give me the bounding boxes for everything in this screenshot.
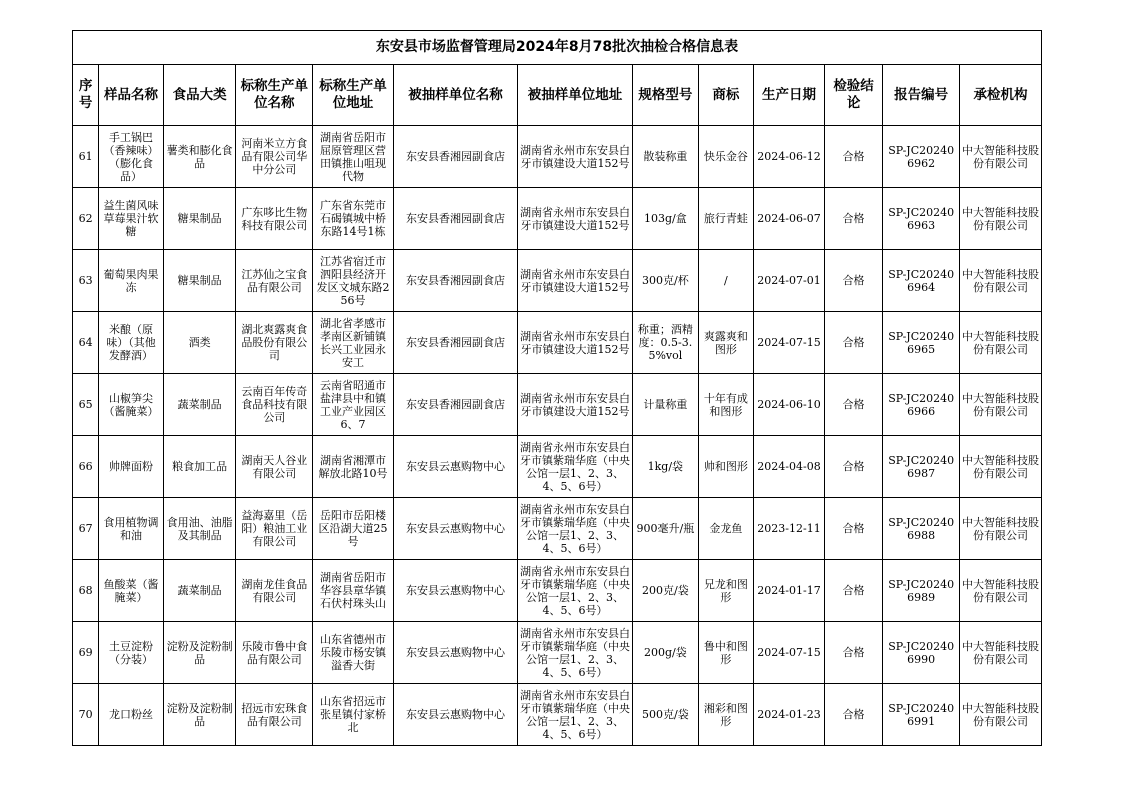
header-producer-address: 标称生产单位地址 xyxy=(313,65,394,126)
production-date: 2024-01-23 xyxy=(754,684,825,746)
testing-agency: 中大智能科技股份有限公司 xyxy=(960,498,1042,560)
spec: 300克/杯 xyxy=(633,250,699,312)
header-conclusion: 检验结论 xyxy=(824,65,883,126)
producer-address: 云南省昭通市盐津县中和镇工业产业园区6、7 xyxy=(313,374,394,436)
table-body xyxy=(73,126,1042,746)
food-category: 糖果制品 xyxy=(163,250,236,312)
table-row xyxy=(73,374,1042,436)
sampled-unit-address: 湖南省永州市东安县白牙市镇紫瑞华庭（中央公馆一层1、2、3、4、5、6号） xyxy=(518,684,633,746)
producer-name: 湖北爽露爽食品股份有限公司 xyxy=(236,312,313,374)
food-category: 蔬菜制品 xyxy=(163,374,236,436)
conclusion: 合格 xyxy=(824,436,883,498)
sampled-unit-name: 东安县香湘园副食店 xyxy=(393,312,517,374)
testing-agency: 中大智能科技股份有限公司 xyxy=(960,312,1042,374)
sample-name: 土豆淀粉（分装） xyxy=(99,622,164,684)
conclusion: 合格 xyxy=(824,250,883,312)
title-row xyxy=(73,31,1042,65)
sampled-unit-address: 湖南省永州市东安县白牙市镇建设大道152号 xyxy=(518,312,633,374)
header-sampled-unit-address: 被抽样单位地址 xyxy=(518,65,633,126)
row-index: 63 xyxy=(73,250,99,312)
row-index: 66 xyxy=(73,436,99,498)
sampled-unit-name: 东安县香湘园副食店 xyxy=(393,250,517,312)
sample-name: 米酿（原味）（其他发酵酒） xyxy=(99,312,164,374)
producer-name: 江苏仙之宝食品有限公司 xyxy=(236,250,313,312)
producer-address: 山东省招远市张星镇付家桥北 xyxy=(313,684,394,746)
header-production-date: 生产日期 xyxy=(754,65,825,126)
sample-name: 鱼酸菜（酱腌菜） xyxy=(99,560,164,622)
sample-name: 山椒笋尖（酱腌菜） xyxy=(99,374,164,436)
conclusion: 合格 xyxy=(824,126,883,188)
producer-name: 乐陵市鲁中食品有限公司 xyxy=(236,622,313,684)
table-row xyxy=(73,312,1042,374)
sampled-unit-name: 东安县云惠购物中心 xyxy=(393,436,517,498)
sampled-unit-address: 湖南省永州市东安县白牙市镇建设大道152号 xyxy=(518,374,633,436)
conclusion: 合格 xyxy=(824,684,883,746)
sampled-unit-address: 湖南省永州市东安县白牙市镇紫瑞华庭（中央公馆一层1、2、3、4、5、6号） xyxy=(518,560,633,622)
testing-agency: 中大智能科技股份有限公司 xyxy=(960,684,1042,746)
conclusion: 合格 xyxy=(824,374,883,436)
sampled-unit-name: 东安县云惠购物中心 xyxy=(393,622,517,684)
sampled-unit-address: 湖南省永州市东安县白牙市镇紫瑞华庭（中央公馆一层1、2、3、4、5、6号） xyxy=(518,622,633,684)
row-index: 61 xyxy=(73,126,99,188)
table-row xyxy=(73,684,1042,746)
sample-name: 益生菌风味草莓果汁软糖 xyxy=(99,188,164,250)
brand: 旅行青蛙 xyxy=(698,188,754,250)
table-row xyxy=(73,126,1042,188)
production-date: 2024-06-12 xyxy=(754,126,825,188)
testing-agency: 中大智能科技股份有限公司 xyxy=(960,126,1042,188)
food-category: 粮食加工品 xyxy=(163,436,236,498)
producer-address: 广东省东莞市石碣镇城中桥东路14号1栋 xyxy=(313,188,394,250)
sampled-unit-address: 湖南省永州市东安县白牙市镇紫瑞华庭（中央公馆一层1、2、3、4、5、6号） xyxy=(518,498,633,560)
testing-agency: 中大智能科技股份有限公司 xyxy=(960,188,1042,250)
header-row xyxy=(73,65,1042,126)
food-category: 淀粉及淀粉制品 xyxy=(163,684,236,746)
table-row xyxy=(73,498,1042,560)
brand: 十年有成和图形 xyxy=(698,374,754,436)
producer-name: 广东哆比生物科技有限公司 xyxy=(236,188,313,250)
sampled-unit-name: 东安县云惠购物中心 xyxy=(393,560,517,622)
sampled-unit-name: 东安县云惠购物中心 xyxy=(393,498,517,560)
brand: 湘彩和图形 xyxy=(698,684,754,746)
brand: 帅和图形 xyxy=(698,436,754,498)
header-spec: 规格型号 xyxy=(633,65,699,126)
report-number: SP-JC202406964 xyxy=(883,250,960,312)
spec: 计量称重 xyxy=(633,374,699,436)
table-row xyxy=(73,622,1042,684)
row-index: 69 xyxy=(73,622,99,684)
sampled-unit-name: 东安县云惠购物中心 xyxy=(393,684,517,746)
food-category: 淀粉及淀粉制品 xyxy=(163,622,236,684)
brand: 爽露爽和图形 xyxy=(698,312,754,374)
header-report-number: 报告编号 xyxy=(883,65,960,126)
sampled-unit-name: 东安县香湘园副食店 xyxy=(393,126,517,188)
producer-address: 山东省德州市乐陵市杨安镇溢香大街 xyxy=(313,622,394,684)
production-date: 2023-12-11 xyxy=(754,498,825,560)
producer-address: 湖南省岳阳市屈原管理区营田镇推山咀现代物 xyxy=(313,126,394,188)
row-index: 67 xyxy=(73,498,99,560)
header-producer-name: 标称生产单位名称 xyxy=(236,65,313,126)
spec: 散装称重 xyxy=(633,126,699,188)
production-date: 2024-06-07 xyxy=(754,188,825,250)
production-date: 2024-06-10 xyxy=(754,374,825,436)
sample-name: 龙口粉丝 xyxy=(99,684,164,746)
report-number: SP-JC202406991 xyxy=(883,684,960,746)
header-sampled-unit-name: 被抽样单位名称 xyxy=(393,65,517,126)
sample-name: 葡萄果肉果冻 xyxy=(99,250,164,312)
producer-name: 招远市宏珠食品有限公司 xyxy=(236,684,313,746)
row-index: 70 xyxy=(73,684,99,746)
food-category: 食用油、油脂及其制品 xyxy=(163,498,236,560)
production-date: 2024-07-15 xyxy=(754,622,825,684)
conclusion: 合格 xyxy=(824,498,883,560)
producer-name: 河南米立方食品有限公司华中分公司 xyxy=(236,126,313,188)
conclusion: 合格 xyxy=(824,560,883,622)
conclusion: 合格 xyxy=(824,622,883,684)
report-number: SP-JC202406962 xyxy=(883,126,960,188)
producer-name: 湖南龙佳食品有限公司 xyxy=(236,560,313,622)
report-number: SP-JC202406990 xyxy=(883,622,960,684)
row-index: 68 xyxy=(73,560,99,622)
row-index: 62 xyxy=(73,188,99,250)
production-date: 2024-04-08 xyxy=(754,436,825,498)
testing-agency: 中大智能科技股份有限公司 xyxy=(960,250,1042,312)
producer-name: 湖南天人谷业有限公司 xyxy=(236,436,313,498)
conclusion: 合格 xyxy=(824,312,883,374)
sampled-unit-address: 湖南省永州市东安县白牙市镇紫瑞华庭（中央公馆一层1、2、3、4、5、6号） xyxy=(518,436,633,498)
spec: 500克/袋 xyxy=(633,684,699,746)
row-index: 65 xyxy=(73,374,99,436)
brand: 鲁中和图形 xyxy=(698,622,754,684)
table-row xyxy=(73,188,1042,250)
sampled-unit-address: 湖南省永州市东安县白牙市镇建设大道152号 xyxy=(518,126,633,188)
sample-name: 帅牌面粉 xyxy=(99,436,164,498)
spec: 200克/袋 xyxy=(633,560,699,622)
brand: 兄龙和图形 xyxy=(698,560,754,622)
producer-address: 湖北省孝感市孝南区新铺镇长兴工业园永安工 xyxy=(313,312,394,374)
production-date: 2024-01-17 xyxy=(754,560,825,622)
producer-address: 江苏省宿迁市泗阳县经济开发区文城东路256号 xyxy=(313,250,394,312)
brand: 快乐金谷 xyxy=(698,126,754,188)
spec: 称重；酒精度：0.5-3.5%vol xyxy=(633,312,699,374)
sampled-unit-address: 湖南省永州市东安县白牙市镇建设大道152号 xyxy=(518,188,633,250)
food-category: 糖果制品 xyxy=(163,188,236,250)
testing-agency: 中大智能科技股份有限公司 xyxy=(960,560,1042,622)
sample-name: 食用植物调和油 xyxy=(99,498,164,560)
header-brand: 商标 xyxy=(698,65,754,126)
food-category: 蔬菜制品 xyxy=(163,560,236,622)
report-number: SP-JC202406987 xyxy=(883,436,960,498)
sampled-unit-address: 湖南省永州市东安县白牙市镇建设大道152号 xyxy=(518,250,633,312)
table-row xyxy=(73,560,1042,622)
header-testing-agency: 承检机构 xyxy=(960,65,1042,126)
report-number: SP-JC202406963 xyxy=(883,188,960,250)
report-number: SP-JC202406965 xyxy=(883,312,960,374)
sample-name: 手工锅巴（香辣味）（膨化食品） xyxy=(99,126,164,188)
testing-agency: 中大智能科技股份有限公司 xyxy=(960,436,1042,498)
spec: 103g/盒 xyxy=(633,188,699,250)
testing-agency: 中大智能科技股份有限公司 xyxy=(960,622,1042,684)
header-index: 序号 xyxy=(73,65,99,126)
table-row xyxy=(73,250,1042,312)
report-number: SP-JC202406966 xyxy=(883,374,960,436)
conclusion: 合格 xyxy=(824,188,883,250)
spec: 1kg/袋 xyxy=(633,436,699,498)
sampled-unit-name: 东安县香湘园副食店 xyxy=(393,374,517,436)
header-food-category: 食品大类 xyxy=(163,65,236,126)
spec: 200g/袋 xyxy=(633,622,699,684)
producer-name: 益海嘉里（岳阳）粮油工业有限公司 xyxy=(236,498,313,560)
table-title: 东安县市场监督管理局2024年8月78批次抽检合格信息表 xyxy=(73,31,1042,65)
report-number: SP-JC202406989 xyxy=(883,560,960,622)
producer-name: 云南百年传奇食品科技有限公司 xyxy=(236,374,313,436)
brand: / xyxy=(698,250,754,312)
report-number: SP-JC202406988 xyxy=(883,498,960,560)
food-category: 薯类和膨化食品 xyxy=(163,126,236,188)
brand: 金龙鱼 xyxy=(698,498,754,560)
food-category: 酒类 xyxy=(163,312,236,374)
producer-address: 湖南省湘潭市解放北路10号 xyxy=(313,436,394,498)
production-date: 2024-07-01 xyxy=(754,250,825,312)
production-date: 2024-07-15 xyxy=(754,312,825,374)
sampled-unit-name: 东安县香湘园副食店 xyxy=(393,188,517,250)
spec: 900毫升/瓶 xyxy=(633,498,699,560)
inspection-table xyxy=(72,30,1042,746)
producer-address: 岳阳市岳阳楼区沿湖大道25号 xyxy=(313,498,394,560)
table-row xyxy=(73,436,1042,498)
producer-address: 湖南省岳阳市华容县章华镇石伏村珠头山 xyxy=(313,560,394,622)
row-index: 64 xyxy=(73,312,99,374)
testing-agency: 中大智能科技股份有限公司 xyxy=(960,374,1042,436)
header-sample-name: 样品名称 xyxy=(99,65,164,126)
